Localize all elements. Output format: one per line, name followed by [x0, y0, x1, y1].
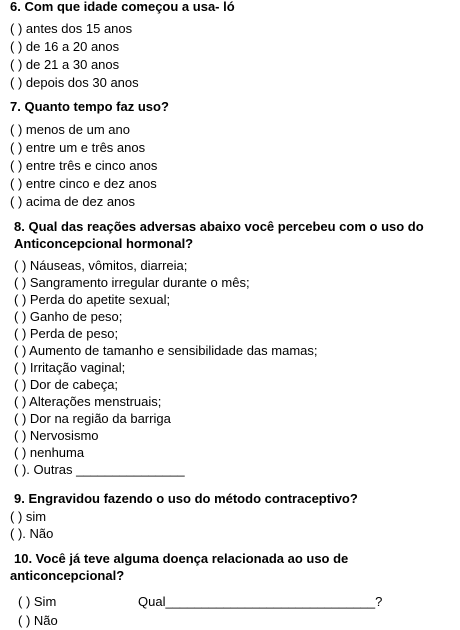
q10-option-nao[interactable]: ( ) Não	[18, 613, 58, 628]
q8-option-5[interactable]: ( ) Perda de peso;	[14, 326, 119, 341]
q6-option-4[interactable]: ( ) depois dos 30 anos	[10, 75, 139, 90]
q7-option-5[interactable]: ( ) acima de dez anos	[10, 194, 136, 209]
q10-qual-field[interactable]: Qual_____________________________?	[138, 594, 383, 609]
q9-title: 9. Engravidou fazendo o uso do método contraceptivo?	[14, 491, 358, 506]
q8-option-3[interactable]: ( ) Perda do apetite sexual;	[14, 292, 171, 307]
q8-option-6[interactable]: ( ) Aumento de tamanho e sensibilidade das mamas;	[14, 343, 318, 358]
q6-option-1[interactable]: ( ) antes dos 15 anos	[10, 21, 133, 36]
q6-option-3[interactable]: ( ) de 21 a 30 anos	[10, 57, 120, 72]
q8-option-1[interactable]: ( ) Náuseas, vômitos, diarreia;	[14, 258, 188, 273]
q6-option-2[interactable]: ( ) de 16 a 20 anos	[10, 39, 120, 54]
q8-option-7[interactable]: ( ) Irritação vaginal;	[14, 360, 126, 375]
q10-option-sim[interactable]: ( ) Sim	[18, 594, 57, 609]
q7-option-3[interactable]: ( ) entre três e cinco anos	[10, 158, 158, 173]
q8-option-10[interactable]: ( ) Dor na região da barriga	[14, 411, 171, 426]
q7-option-4[interactable]: ( ) entre cinco e dez anos	[10, 176, 157, 191]
q8-option-4[interactable]: ( ) Ganho de peso;	[14, 309, 123, 324]
q8-title-line2: Anticoncepcional hormonal?	[14, 236, 194, 251]
q9-option-nao[interactable]: ( ). Não	[10, 526, 54, 541]
q8-option-11[interactable]: ( ) Nervosismo	[14, 428, 99, 443]
q6-title: 6. Com que idade começou a usa- ló	[10, 0, 235, 14]
q8-option-12[interactable]: ( ) nenhuma	[14, 445, 85, 460]
q7-title: 7. Quanto tempo faz uso?	[10, 99, 169, 114]
q10-title-line2: anticoncepcional?	[10, 568, 125, 583]
q8-option-8[interactable]: ( ) Dor de cabeça;	[14, 377, 119, 392]
q7-option-2[interactable]: ( ) entre um e três anos	[10, 140, 146, 155]
q8-title-line1: 8. Qual das reações adversas abaixo você percebeu com o uso do	[14, 219, 424, 234]
q9-option-sim[interactable]: ( ) sim	[10, 509, 47, 524]
q7-option-1[interactable]: ( ) menos de um ano	[10, 122, 130, 137]
q8-option-9[interactable]: ( ) Alterações menstruais;	[14, 394, 162, 409]
q8-option-13[interactable]: ( ). Outras _______________	[14, 462, 185, 477]
q10-title-line1: 10. Você já teve alguma doença relacionada ao uso de	[14, 551, 349, 566]
q8-option-2[interactable]: ( ) Sangramento irregular durante o mês;	[14, 275, 250, 290]
